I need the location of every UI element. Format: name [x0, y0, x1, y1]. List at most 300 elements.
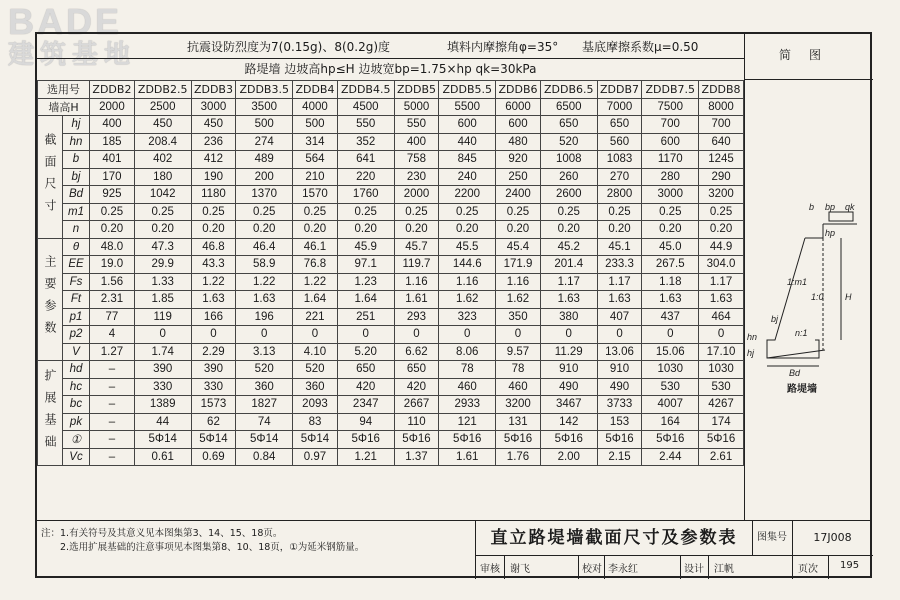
value-cell: 401: [90, 151, 135, 169]
value-cell: –: [90, 448, 135, 466]
height-cell: 6000: [496, 98, 541, 116]
param-symbol: V: [63, 343, 90, 361]
table-row: [38, 186, 744, 204]
header-conditions: [37, 34, 744, 59]
value-cell: 17.10: [699, 343, 744, 361]
value-cell: 200: [236, 168, 293, 186]
value-cell: 0.20: [642, 221, 699, 239]
param-symbol: Ft: [63, 291, 90, 309]
value-cell: 0.25: [439, 203, 496, 221]
value-cell: 500: [236, 116, 293, 134]
model-cell: ZDDB4.5: [337, 81, 394, 99]
model-cell: ZDDB6.5: [540, 81, 597, 99]
table-row: [38, 431, 744, 449]
value-cell: 0.20: [236, 221, 293, 239]
value-cell: 314: [293, 133, 338, 151]
value-cell: 119.7: [394, 256, 439, 274]
value-cell: 1.63: [191, 291, 236, 309]
value-cell: 5Φ14: [134, 431, 191, 449]
value-cell: 550: [337, 116, 394, 134]
value-cell: 4: [90, 326, 135, 344]
value-cell: 166: [191, 308, 236, 326]
value-cell: 180: [134, 168, 191, 186]
value-cell: 94: [337, 413, 394, 431]
value-cell: 437: [642, 308, 699, 326]
value-cell: 1.63: [236, 291, 293, 309]
model-cell: ZDDB7: [597, 81, 642, 99]
table-row: [38, 413, 744, 431]
value-cell: 3200: [496, 396, 541, 414]
value-cell: 464: [699, 308, 744, 326]
value-cell: 489: [236, 151, 293, 169]
param-symbol: ①: [63, 431, 90, 449]
value-cell: 0.61: [134, 448, 191, 466]
group-label: 主要参数: [38, 238, 63, 361]
value-cell: 0: [293, 326, 338, 344]
value-cell: 0: [642, 326, 699, 344]
table-row: [38, 238, 744, 256]
value-cell: 402: [134, 151, 191, 169]
value-cell: 45.9: [337, 238, 394, 256]
value-cell: 131: [496, 413, 541, 431]
value-cell: 564: [293, 151, 338, 169]
value-cell: 700: [642, 116, 699, 134]
value-cell: 0.20: [337, 221, 394, 239]
value-cell: 1.37: [394, 448, 439, 466]
value-cell: 530: [699, 378, 744, 396]
value-cell: 260: [540, 168, 597, 186]
value-cell: 1.76: [496, 448, 541, 466]
value-cell: 119: [134, 308, 191, 326]
value-cell: 8.06: [439, 343, 496, 361]
design-label: 设计: [684, 564, 704, 575]
value-cell: 1030: [642, 361, 699, 379]
param-symbol: p1: [63, 308, 90, 326]
value-cell: 1.16: [439, 273, 496, 291]
value-cell: 1.85: [134, 291, 191, 309]
model-cell: ZDDB3.5: [236, 81, 293, 99]
value-cell: 233.3: [597, 256, 642, 274]
param-symbol: p2: [63, 326, 90, 344]
col-header-label: 选用号: [38, 81, 90, 99]
value-cell: 0.25: [337, 203, 394, 221]
model-cell: ZDDB8: [699, 81, 744, 99]
page-label: 页次: [798, 564, 818, 575]
drawing-name: 直立路堤墙截面尺寸及参数表: [476, 521, 753, 556]
value-cell: 290: [699, 168, 744, 186]
height-cell: 8000: [699, 98, 744, 116]
value-cell: 83: [293, 413, 338, 431]
value-cell: 600: [439, 116, 496, 134]
param-symbol: θ: [63, 238, 90, 256]
value-cell: 210: [293, 168, 338, 186]
param-symbol: n: [63, 221, 90, 239]
value-cell: 190: [191, 168, 236, 186]
value-cell: 1008: [540, 151, 597, 169]
height-cell: 2500: [134, 98, 191, 116]
note-2: 2.选用扩展基础的注意事项见本图集第8、10、18页，①为延米钢筋量。: [41, 542, 365, 553]
height-cell: 2000: [90, 98, 135, 116]
value-cell: 2.31: [90, 291, 135, 309]
value-cell: 0: [699, 326, 744, 344]
value-cell: 97.1: [337, 256, 394, 274]
value-cell: 490: [540, 378, 597, 396]
value-cell: 5Φ14: [236, 431, 293, 449]
table-row: [38, 378, 744, 396]
value-cell: 77: [90, 308, 135, 326]
retaining-wall-diagram: [745, 190, 865, 400]
value-cell: 45.2: [540, 238, 597, 256]
value-cell: 910: [597, 361, 642, 379]
param-symbol: EE: [63, 256, 90, 274]
table-row: [38, 116, 744, 134]
value-cell: 280: [642, 168, 699, 186]
param-symbol: bj: [63, 168, 90, 186]
value-cell: 0.25: [394, 203, 439, 221]
value-cell: 1.18: [642, 273, 699, 291]
value-cell: 5Φ16: [642, 431, 699, 449]
table-row: [38, 151, 744, 169]
value-cell: 293: [394, 308, 439, 326]
diagram-title: 简图: [745, 34, 873, 80]
param-symbol: hd: [63, 361, 90, 379]
value-cell: 1.64: [293, 291, 338, 309]
model-cell: ZDDB7.5: [642, 81, 699, 99]
value-cell: 240: [439, 168, 496, 186]
value-cell: 380: [540, 308, 597, 326]
height-cell: 7500: [642, 98, 699, 116]
value-cell: 490: [597, 378, 642, 396]
value-cell: 3200: [699, 186, 744, 204]
height-cell: 7000: [597, 98, 642, 116]
value-cell: 0.20: [191, 221, 236, 239]
review-label: 审核: [480, 564, 500, 575]
value-cell: 4007: [642, 396, 699, 414]
value-cell: 236: [191, 133, 236, 151]
value-cell: 0: [540, 326, 597, 344]
value-cell: 2.15: [597, 448, 642, 466]
value-cell: 62: [191, 413, 236, 431]
value-cell: 1.63: [540, 291, 597, 309]
value-cell: 400: [394, 133, 439, 151]
value-cell: 1.16: [394, 273, 439, 291]
value-cell: 196: [236, 308, 293, 326]
value-cell: 174: [699, 413, 744, 431]
model-cell: ZDDB2.5: [134, 81, 191, 99]
value-cell: 1.56: [90, 273, 135, 291]
value-cell: 1.63: [699, 291, 744, 309]
value-cell: 0.20: [90, 221, 135, 239]
value-cell: 76.8: [293, 256, 338, 274]
value-cell: 0.25: [90, 203, 135, 221]
value-cell: 0: [191, 326, 236, 344]
value-cell: 450: [134, 116, 191, 134]
table-row: [38, 291, 744, 309]
table-row: [38, 256, 744, 274]
value-cell: 0.25: [597, 203, 642, 221]
value-cell: 650: [540, 116, 597, 134]
value-cell: 2347: [337, 396, 394, 414]
value-cell: 920: [496, 151, 541, 169]
value-cell: 45.1: [597, 238, 642, 256]
value-cell: 530: [642, 378, 699, 396]
seismic-text: 抗震设防烈度为7(0.15g)、8(0.2g)度: [187, 40, 391, 54]
value-cell: 201.4: [540, 256, 597, 274]
value-cell: 44: [134, 413, 191, 431]
value-cell: 251: [337, 308, 394, 326]
value-cell: –: [90, 361, 135, 379]
value-cell: 520: [293, 361, 338, 379]
table-row: [38, 133, 744, 151]
value-cell: 1030: [699, 361, 744, 379]
value-cell: 330: [191, 378, 236, 396]
value-cell: 2000: [394, 186, 439, 204]
value-cell: 5Φ16: [439, 431, 496, 449]
table-row: [38, 273, 744, 291]
value-cell: 46.1: [293, 238, 338, 256]
wall-height-label: 墙高H: [38, 98, 90, 116]
value-cell: 45.7: [394, 238, 439, 256]
value-cell: 48.0: [90, 238, 135, 256]
label-hj: hj: [747, 348, 755, 358]
value-cell: –: [90, 413, 135, 431]
table-row: [38, 361, 744, 379]
value-cell: 1.17: [540, 273, 597, 291]
value-cell: 925: [90, 186, 135, 204]
value-cell: 400: [90, 116, 135, 134]
value-cell: 1.22: [293, 273, 338, 291]
label-bj: bj: [771, 314, 779, 324]
value-cell: 1570: [293, 186, 338, 204]
value-cell: 330: [134, 378, 191, 396]
value-cell: –: [90, 378, 135, 396]
value-cell: 5Φ16: [597, 431, 642, 449]
height-cell: 4000: [293, 98, 338, 116]
table-row: [38, 448, 744, 466]
label-b: b: [809, 202, 815, 212]
value-cell: 758: [394, 151, 439, 169]
check-label: 校对: [582, 564, 602, 575]
value-cell: 600: [496, 116, 541, 134]
value-cell: 153: [597, 413, 642, 431]
value-cell: 19.0: [90, 256, 135, 274]
value-cell: 11.29: [540, 343, 597, 361]
value-cell: 440: [439, 133, 496, 151]
value-cell: 0.97: [293, 448, 338, 466]
param-symbol: pk: [63, 413, 90, 431]
value-cell: 164: [642, 413, 699, 431]
value-cell: 640: [699, 133, 744, 151]
value-cell: 520: [540, 133, 597, 151]
value-cell: 420: [337, 378, 394, 396]
value-cell: 0.20: [699, 221, 744, 239]
value-cell: 5Φ16: [540, 431, 597, 449]
atlas-number: 17J008: [792, 521, 873, 556]
label-slope: 1:m1: [787, 277, 808, 287]
value-cell: 110: [394, 413, 439, 431]
design-name: 江帆: [714, 564, 734, 575]
value-cell: 78: [439, 361, 496, 379]
value-cell: 43.3: [191, 256, 236, 274]
model-cell: ZDDB3: [191, 81, 236, 99]
value-cell: 0.25: [540, 203, 597, 221]
value-cell: 3733: [597, 396, 642, 414]
value-cell: 2667: [394, 396, 439, 414]
value-cell: 1.63: [642, 291, 699, 309]
signature-row: [476, 555, 873, 579]
check-name: 李永红: [608, 564, 638, 575]
header-row-heights: [38, 98, 744, 116]
value-cell: 2093: [293, 396, 338, 414]
table-row: [38, 343, 744, 361]
value-cell: 44.9: [699, 238, 744, 256]
value-cell: 1.62: [496, 291, 541, 309]
label-qk: qk: [845, 202, 855, 212]
logo-text-bottom: 建筑基地: [8, 40, 137, 70]
value-cell: 1.62: [439, 291, 496, 309]
note-1: 注：1.有关符号及其意义见本图集第3、14、15、18页。: [41, 528, 283, 539]
model-cell: ZDDB5: [394, 81, 439, 99]
table-row: [38, 168, 744, 186]
value-cell: 1170: [642, 151, 699, 169]
table-row: [38, 221, 744, 239]
value-cell: 2600: [540, 186, 597, 204]
value-cell: 250: [496, 168, 541, 186]
value-cell: 600: [642, 133, 699, 151]
value-cell: 460: [496, 378, 541, 396]
header-row-models: [38, 81, 744, 99]
param-symbol: hj: [63, 116, 90, 134]
value-cell: 230: [394, 168, 439, 186]
value-cell: 0: [236, 326, 293, 344]
value-cell: 5Φ16: [394, 431, 439, 449]
value-cell: 0: [496, 326, 541, 344]
value-cell: 550: [394, 116, 439, 134]
height-cell: 3500: [236, 98, 293, 116]
value-cell: 0.20: [597, 221, 642, 239]
value-cell: 0.20: [540, 221, 597, 239]
value-cell: 910: [540, 361, 597, 379]
value-cell: 9.57: [496, 343, 541, 361]
value-cell: 323: [439, 308, 496, 326]
value-cell: 1.74: [134, 343, 191, 361]
value-cell: 390: [191, 361, 236, 379]
value-cell: 1.22: [236, 273, 293, 291]
height-cell: 4500: [337, 98, 394, 116]
value-cell: 45.5: [439, 238, 496, 256]
value-cell: 407: [597, 308, 642, 326]
value-cell: 1.33: [134, 273, 191, 291]
header-wall-type: 路堤墙 边坡高hp≤H 边坡宽bp=1.75×hp qk=30kPa: [37, 58, 744, 81]
value-cell: 0.20: [394, 221, 439, 239]
footer: [37, 520, 872, 579]
value-cell: 350: [496, 308, 541, 326]
value-cell: 221: [293, 308, 338, 326]
parameter-table: [37, 80, 744, 466]
value-cell: 1.21: [337, 448, 394, 466]
value-cell: 5Φ16: [496, 431, 541, 449]
value-cell: 1760: [337, 186, 394, 204]
value-cell: 650: [394, 361, 439, 379]
param-symbol: hc: [63, 378, 90, 396]
value-cell: 0.25: [134, 203, 191, 221]
param-symbol: hn: [63, 133, 90, 151]
value-cell: 2.00: [540, 448, 597, 466]
value-cell: 845: [439, 151, 496, 169]
value-cell: 1.64: [337, 291, 394, 309]
model-cell: ZDDB2: [90, 81, 135, 99]
value-cell: 360: [236, 378, 293, 396]
value-cell: 1.22: [191, 273, 236, 291]
value-cell: 0.25: [236, 203, 293, 221]
value-cell: 480: [496, 133, 541, 151]
notes: [41, 527, 364, 555]
value-cell: 45.0: [642, 238, 699, 256]
value-cell: 267.5: [642, 256, 699, 274]
value-cell: 0.84: [236, 448, 293, 466]
value-cell: 170: [90, 168, 135, 186]
param-symbol: Bd: [63, 186, 90, 204]
value-cell: 3467: [540, 396, 597, 414]
param-symbol: bc: [63, 396, 90, 414]
value-cell: 29.9: [134, 256, 191, 274]
value-cell: 0.25: [191, 203, 236, 221]
value-cell: 0.25: [642, 203, 699, 221]
value-cell: 1.27: [90, 343, 135, 361]
value-cell: 2200: [439, 186, 496, 204]
value-cell: 15.06: [642, 343, 699, 361]
value-cell: –: [90, 431, 135, 449]
value-cell: 1573: [191, 396, 236, 414]
value-cell: 1370: [236, 186, 293, 204]
value-cell: 650: [337, 361, 394, 379]
value-cell: 5Φ16: [337, 431, 394, 449]
value-cell: 0: [134, 326, 191, 344]
label-n: n:1: [795, 328, 808, 338]
value-cell: 47.3: [134, 238, 191, 256]
value-cell: 1.61: [439, 448, 496, 466]
top-outline: [805, 224, 823, 238]
value-cell: 352: [337, 133, 394, 151]
height-cell: 5000: [394, 98, 439, 116]
value-cell: 274: [236, 133, 293, 151]
value-cell: 2800: [597, 186, 642, 204]
value-cell: 1.23: [337, 273, 394, 291]
value-cell: 360: [293, 378, 338, 396]
base-friction-text: 基底摩擦系数μ=0.50: [582, 40, 699, 54]
atlas-label: 图集号: [752, 521, 793, 556]
value-cell: 5Φ14: [293, 431, 338, 449]
value-cell: 1245: [699, 151, 744, 169]
value-cell: 208.4: [134, 133, 191, 151]
value-cell: 6.62: [394, 343, 439, 361]
label-H: H: [845, 292, 852, 302]
value-cell: 700: [699, 116, 744, 134]
value-cell: 270: [597, 168, 642, 186]
value-cell: 460: [439, 378, 496, 396]
value-cell: 0.69: [191, 448, 236, 466]
value-cell: 560: [597, 133, 642, 151]
value-cell: 0.25: [293, 203, 338, 221]
group-label: 截面尺寸: [38, 116, 63, 239]
value-cell: 0: [597, 326, 642, 344]
value-cell: 2.44: [642, 448, 699, 466]
value-cell: 2.61: [699, 448, 744, 466]
diagram-label: 路堤墙: [787, 384, 817, 395]
value-cell: 650: [597, 116, 642, 134]
value-cell: 390: [134, 361, 191, 379]
height-cell: 3000: [191, 98, 236, 116]
